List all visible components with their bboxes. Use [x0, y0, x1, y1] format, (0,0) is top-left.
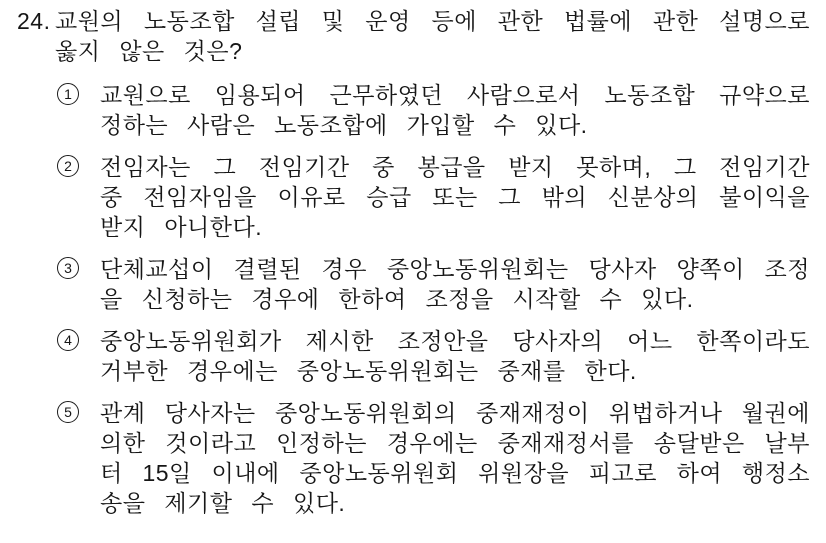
option-row-4 — [17, 326, 810, 386]
option-row-5 — [17, 398, 810, 518]
option-4-text: 중앙노동위원회가 제시한 조정안을 당사자의 어느 한쪽이라도 거부한 경우에는 중앙노동위원회는 중재를 한다. — [100, 328, 810, 384]
option-row-3 — [17, 254, 810, 314]
option-1-text: 교원으로 임용되어 근무하였던 사람으로서 노동조합 규약으로 정하는 사람은 노동조합에 가입할 수 있다. — [100, 82, 810, 138]
option-row-1 — [17, 80, 810, 140]
circled-number-3-icon — [57, 257, 79, 279]
circled-number-2-icon — [57, 155, 79, 177]
circled-number-5-icon — [57, 401, 79, 423]
options-list — [17, 80, 810, 518]
option-2-digit: 2 — [64, 158, 72, 174]
option-4-digit: 4 — [64, 332, 72, 348]
option-3-text: 단체교섭이 결렬된 경우 중앙노동위원회는 당사자 양쪽이 조정을 신청하는 경우에 한하여 조정을 시작할 수 있다. — [100, 256, 810, 312]
option-2-text: 전임자는 그 전임기간 중 봉급을 받지 못하며, 그 전임기간 중 전임자임을 이유로 승급 또는 그 밖의 신분상의 불이익을 받지 아니한다. — [100, 154, 810, 240]
option-5-text: 관계 당사자는 중앙노동위원회의 중재재정이 위법하거나 월권에 의한 것이라고 인정하는 경우에는 중재재정서를 송달받은 날부터 15일 이내에 중앙노동위원회 위원장을 피고로 하여 행정소송을 제기할 수 있다. — [100, 400, 810, 516]
question-header — [17, 6, 810, 66]
circled-number-1-icon — [57, 83, 79, 105]
option-3-digit: 3 — [64, 260, 72, 276]
circled-number-4-icon — [57, 329, 79, 351]
question-number: 24. — [17, 8, 51, 34]
option-1-digit: 1 — [64, 86, 72, 102]
option-row-2 — [17, 152, 810, 242]
question-text: 교원의 노동조합 설립 및 운영 등에 관한 법률에 관한 설명으로 옳지 않은 것은? — [55, 8, 810, 64]
option-5-digit: 5 — [64, 404, 72, 420]
